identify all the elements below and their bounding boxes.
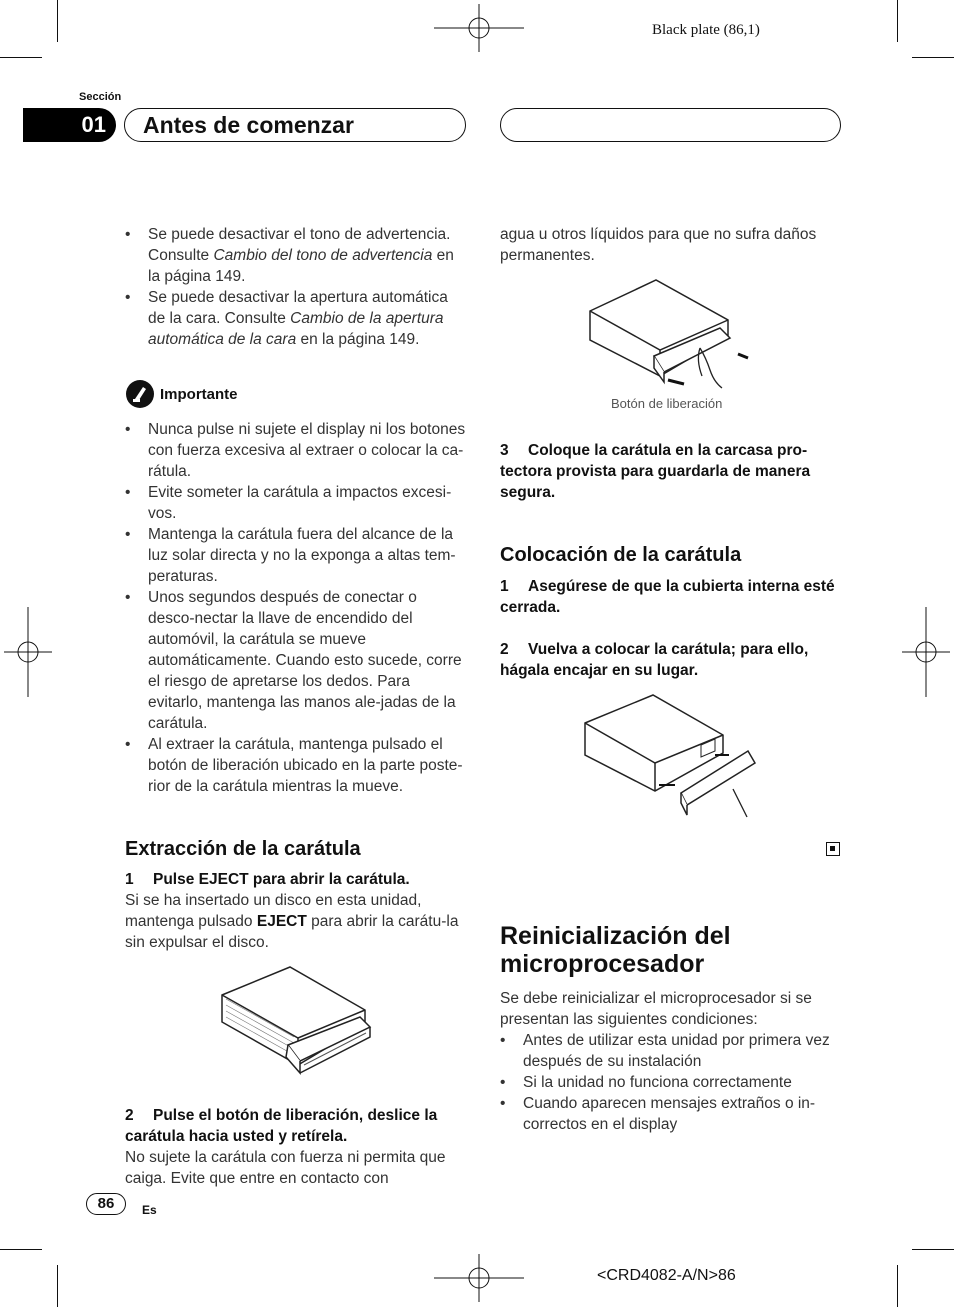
extraction-step-1 [125, 869, 467, 890]
device-eject-illustration [220, 965, 375, 1075]
list-item: • Cuando aparecen mensajes extraños o in-correctos en el display [500, 1093, 842, 1135]
section-title: Antes de comenzar [124, 108, 466, 142]
step-title: Pulse el botón de liberación, deslice la carátula hacia usted y retírela. [125, 1107, 438, 1145]
continued-text: agua u otros líquidos para que no sufra daños permanentes. [500, 226, 817, 264]
text-run: Se puede desactivar el tono de advertencia. Consulte [148, 226, 451, 264]
step-number: 2 [500, 641, 509, 658]
attach-step-2 [500, 639, 842, 681]
reset-bullets [500, 1030, 842, 1135]
text-run: Se puede desactivar la apertura automática de la cara. Consulte [148, 289, 448, 327]
left-column [125, 224, 467, 1189]
list-item: • Al extraer la carátula, mantenga pulsado el botón de liberación ubicado en la parte poste-rior de la carátula mientras la mueve. [125, 734, 467, 797]
attach-heading: Colocación de la carátula [500, 544, 742, 566]
extraction-step-2 [125, 1105, 467, 1147]
important-header [125, 379, 467, 409]
step-title: Coloque la carátula en la carcasa pro-tectora provista para guardarla de manera segura. [500, 442, 811, 501]
extraction-step-1-body [125, 890, 467, 953]
text-run: Cambio de la apertura automática de la cara [148, 310, 444, 348]
crosshair-bottom [434, 1254, 524, 1302]
section-number: 01 [23, 108, 116, 142]
crosshair-right [902, 607, 950, 697]
text-run: en la página 149. [296, 331, 420, 348]
release-button-caption: Botón de liberación [611, 396, 723, 411]
list-item: • Nunca pulse ni sujete el display ni los botones con fuerza excesiva al extraer o colocar la ca-rátula. [125, 419, 467, 482]
device-attach-illustration [583, 693, 761, 818]
step-title: Pulse EJECT para abrir la carátula. [153, 871, 410, 888]
step-title: Vuelva a colocar la carátula; para ello, hágala encajar en su lugar. [500, 641, 809, 679]
list-item: • Unos segundos después de conectar o desco-nectar la llave de encendido del automóvil, la carátula se mueve automáticamente. Cuando esto sucede, corre el riesgo de apretarse los dedos. Para evitarlo, mantenga las manos ale-jadas de la carátula. [125, 587, 467, 734]
plate-label: Black plate (86,1) [652, 22, 760, 38]
text-run: para abrir la carátu-la sin expulsar el disco. [125, 913, 459, 951]
step-number: 1 [500, 578, 509, 595]
extraction-step-3 [500, 440, 842, 503]
step-number: 2 [125, 1107, 134, 1124]
reset-heading: Reinicialización del microprocesador [500, 922, 731, 978]
reset-section [500, 922, 842, 1135]
language-code: Es [142, 1203, 157, 1217]
text-run: en la página 149. [148, 247, 454, 285]
text-run: Cambio del tono de advertencia [213, 247, 433, 264]
bullets-top [125, 224, 467, 350]
list-item [125, 224, 467, 287]
extraction-step-2-body: No sujete la carátula con fuerza ni permita que caiga. Evite que entre en contacto con [125, 1149, 446, 1187]
end-mark [826, 842, 840, 856]
section-blank-box [500, 108, 841, 142]
document-code: <CRD4082-A/N>86 [597, 1267, 736, 1284]
list-item [125, 287, 467, 350]
list-item: • Antes de utilizar esta unidad por primera vez después de su instalación [500, 1030, 842, 1072]
step-number: 3 [500, 442, 509, 459]
text-run: EJECT [256, 913, 307, 930]
text-run: Si se ha insertado un disco en esta unidad, mantenga pulsado [125, 892, 422, 930]
crosshair-left [4, 607, 52, 697]
list-item: • Si la unidad no funciona correctamente [500, 1072, 842, 1093]
step-number: 1 [125, 871, 134, 888]
important-bullets [125, 419, 467, 797]
right-column [500, 224, 842, 818]
attach-step-1 [500, 576, 842, 618]
extraction-heading: Extracción de la carátula [125, 838, 361, 860]
section-label: Sección [79, 91, 122, 103]
list-item: • Evite someter la carátula a impactos excesi-vos. [125, 482, 467, 524]
page-number: 86 [86, 1193, 126, 1215]
reset-intro: Se debe reinicializar el microprocesador si se presentan las siguientes condiciones: [500, 990, 812, 1028]
list-item: • Mantenga la carátula fuera del alcance de la luz solar directa y no la exponga a altas tem-peraturas. [125, 524, 467, 587]
device-release-illustration [588, 278, 758, 393]
important-label: Importante [160, 385, 238, 403]
crosshair-top [434, 4, 524, 52]
warning-hand-icon [125, 379, 155, 409]
step-title: Asegúrese de que la cubierta interna esté cerrada. [500, 578, 835, 616]
